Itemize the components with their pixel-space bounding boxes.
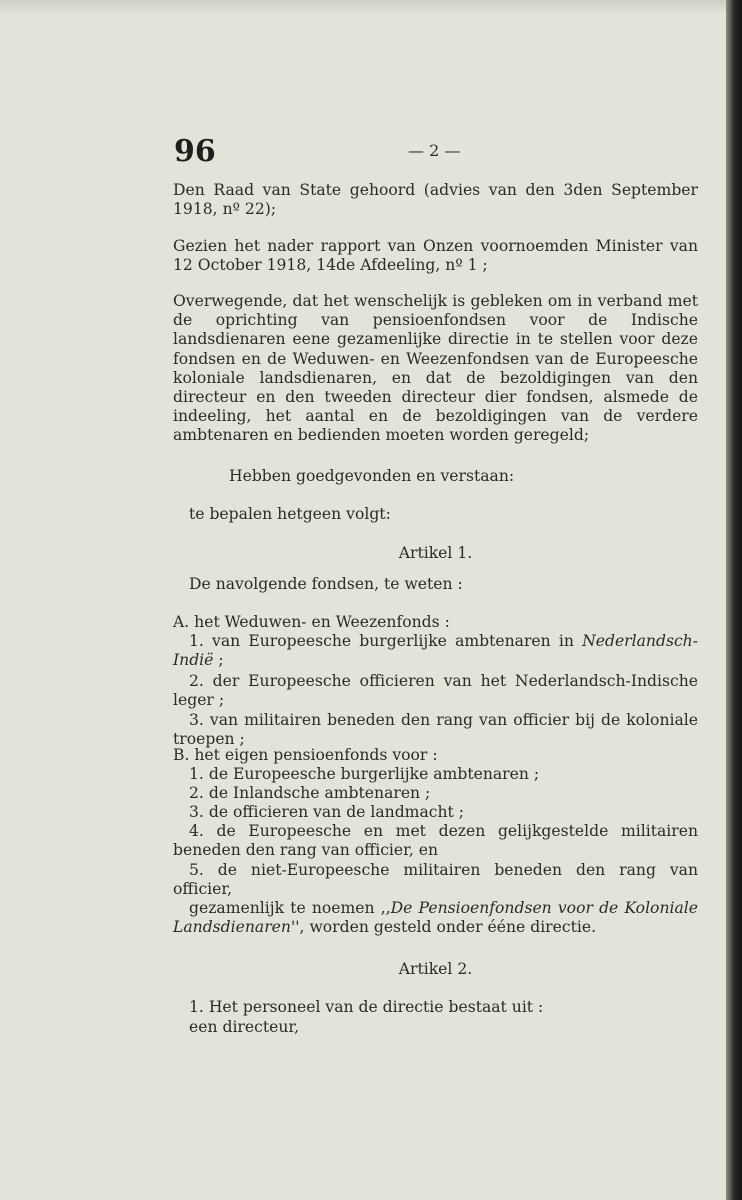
- page-top-shadow: [0, 0, 726, 14]
- list-b-item-1: 1. de Europeesche burgerlijke ambtenaren ;: [189, 765, 540, 783]
- hebben-goedgevonden: Hebben goedgevonden en verstaan:: [229, 467, 515, 485]
- gezamenlijk-italic: De Pensioenfondsen voor de Koloniale Landsdienaren: [173, 899, 698, 936]
- list-a-item-2: 2. der Europeesche officieren van het Nederlandsch-Indische leger ;: [173, 672, 698, 709]
- list-a-item-1-tail: ;: [213, 651, 224, 669]
- gezamenlijk-post: '', worden gesteld onder ééne directie.: [290, 918, 597, 936]
- navolgende-fondsen: De navolgende fondsen, te weten :: [189, 575, 463, 593]
- list-b-item-4: 4. de Europeesche en met dezen gelijkgestelde militairen beneden den rang van officier, en: [173, 822, 698, 859]
- list-a-item-3: 3. van militairen beneden den rang van officier bij de koloniale troepen ;: [173, 711, 698, 748]
- list-a-item-1-italic: Nederlandsch-Indië: [173, 632, 698, 669]
- list-a-item-1-text: 1. van Europeesche burgerlijke ambtenaren in: [189, 632, 583, 650]
- gezamenlijk-paragraph: [173, 899, 698, 937]
- binding-edge: [726, 0, 742, 1200]
- list-b-heading: B. het eigen pensioenfonds voor :: [173, 746, 438, 764]
- artikel-1-heading: Artikel 1.: [398, 544, 473, 562]
- artikel-2-item-2: een directeur,: [189, 1018, 300, 1036]
- list-b-item-2: 2. de Inlandsche ambtenaren ;: [189, 784, 431, 802]
- gezamenlijk-pre: gezamenlijk te noemen ,,: [189, 899, 391, 917]
- list-b-item-3: 3. de officieren van de landmacht ;: [189, 803, 465, 821]
- artikel-2-heading: Artikel 2.: [398, 960, 473, 978]
- list-b-item-5: 5. de niet-Europeesche militairen beneden den rang van officier,: [173, 861, 698, 898]
- page-number: 96: [174, 134, 216, 169]
- sheet-marker: — 2 —: [408, 141, 461, 160]
- list-a-item-1: [173, 632, 698, 670]
- te-bepalen: te bepalen hetgeen volgt:: [189, 505, 391, 523]
- list-a-heading: A. het Weduwen- en Weezenfonds :: [173, 613, 450, 631]
- artikel-2-item-1: 1. Het personeel van de directie bestaat uit :: [189, 998, 544, 1016]
- paragraph-overwegende: Overwegende, dat het wenschelijk is gebleken om in verband met de oprichting van pensioenfondsen voor de Indische landsdienaren eene gezamenlijke directie in te stellen voor deze fondsen en de Weduwen- en Weezenfondsen van de Europeesche koloniale landsdienaren, en dat de bezoldigingen van den directeur en den tweeden directeur dier fondsen, alsmede de indeeling, het aantal en de bezoldigingen van de verdere ambtenaren en bedienden moeten worden geregeld;: [173, 292, 698, 445]
- paragraph-gezien: Gezien het nader rapport van Onzen voornoemden Minister van 12 October 1918, 14de Afdeeling, nº 1 ;: [173, 237, 698, 274]
- paragraph-raad-van-state: Den Raad van State gehoord (advies van den 3den September 1918, nº 22);: [173, 181, 698, 218]
